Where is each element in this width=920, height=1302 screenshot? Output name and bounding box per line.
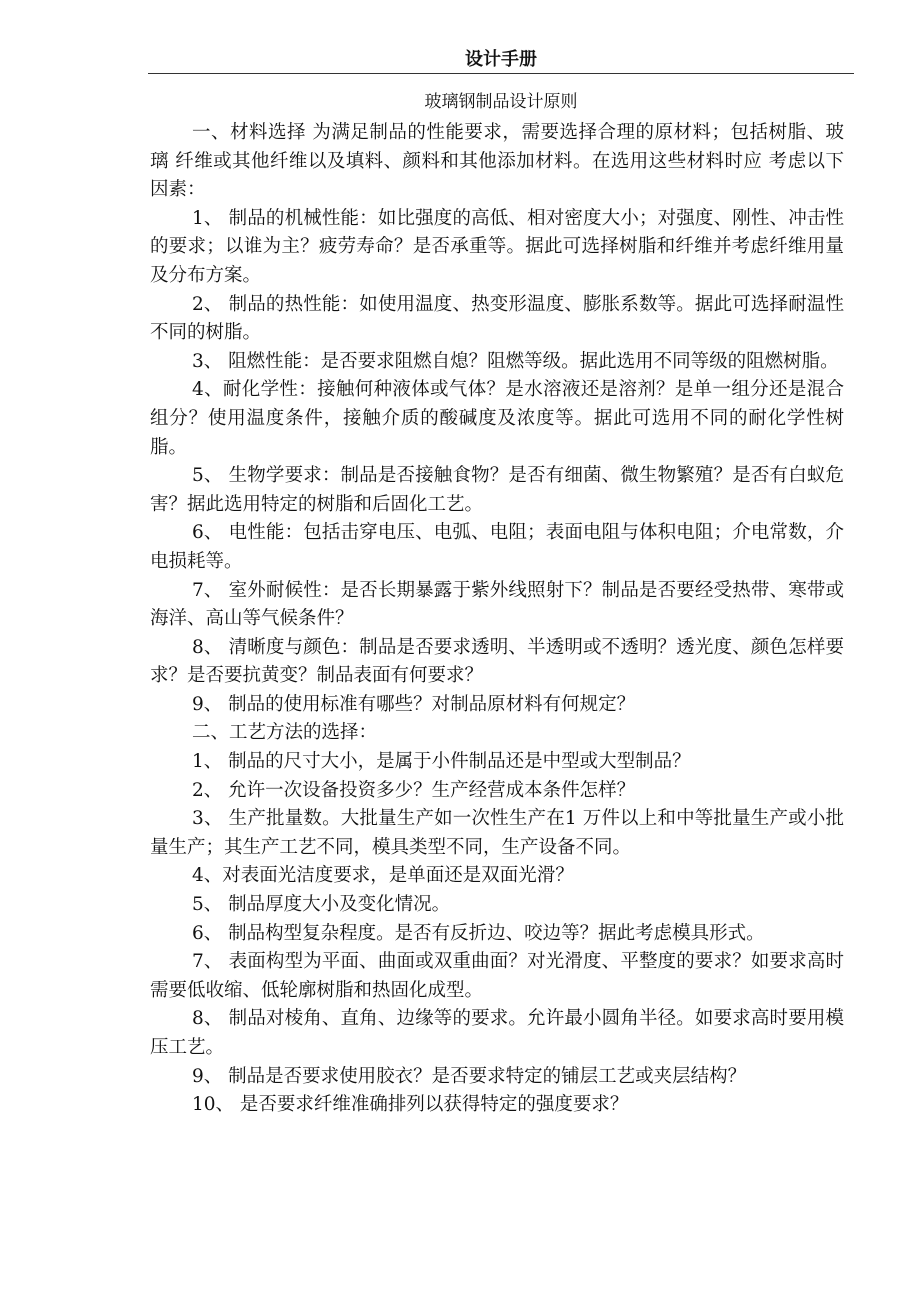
page-header-title: 设计手册 — [465, 49, 537, 70]
paragraph-item: 6、 制品构型复杂程度。是否有反折边、咬边等？据此考虑模具形式。 — [192, 922, 765, 944]
paragraph-item: 9、 制品的使用标准有哪些？对制品原材料有何规定？ — [192, 693, 636, 715]
paragraph-item: 2、 允许一次设备投资多少？生产经营成本条件怎样？ — [192, 779, 636, 801]
paragraph-item: 5、 制品厚度大小及变化情况。 — [192, 894, 451, 916]
header-divider — [148, 73, 854, 74]
paragraph-item: 7、 室外耐候性：是否长期暴露于紫外线照射下？制品是否要经受热带、寒带或海洋、高山等气候条件？ — [150, 579, 844, 630]
paragraph-item: 10、 是否要求纤维准确排列以获得特定的强度要求？ — [192, 1094, 629, 1116]
paragraph-item: 7、 表面构型为平面、曲面或双重曲面？对光滑度、平整度的要求？如要求高时需要低收缩、低轮廓树脂和热固化成型。 — [150, 951, 844, 1001]
section-heading-process: 二、工艺方法的选择： — [192, 722, 378, 744]
paragraph-item: 1、 制品的机械性能：如比强度的高低、相对密度大小；对强度、刚性、冲击性的要求；以谁为主？疲劳寿命？是否承重等。据此可选择树脂和纤维并考虑纤维用量及分布方案。 — [150, 207, 844, 286]
document-title: 玻璃钢制品设计原则 — [424, 92, 578, 112]
paragraph-item: 6、 电性能：包括击穿电压、电弧、电阻；表面电阻与体积电阻；介电常数，介电损耗等。 — [150, 522, 844, 572]
paragraph-material-intro: 一、材料选择 为满足制品的性能要求，需要选择合理的原材料；包括树脂、玻璃 纤维或其他纤维以及填料、颜料和其他添加材料。在选用这些材料时应 考虑以下因素： — [150, 122, 844, 201]
paragraph-item: 9、 制品是否要求使用胶衣？是否要求特定的铺层工艺或夹层结构？ — [192, 1065, 747, 1087]
paragraph-item: 8、 制品对棱角、直角、边缘等的要求。允许最小圆角半径。如要求高时要用模压工艺。 — [150, 1008, 844, 1058]
paragraph-item: 4、耐化学性：接触何种液体或气体？是水溶液还是溶剂？是单一组分还是混合组分？使用温度条件，接触介质的酸碱度及浓度等。据此可选用不同的耐化学性树脂。 — [150, 379, 844, 458]
paragraph-item: 4、对表面光洁度要求，是单面还是双面光滑？ — [192, 865, 574, 887]
paragraph-item: 8、 清晰度与颜色：制品是否要求透明、半透明或不透明？透光度、颜色怎样要求？是否要抗黄变？制品表面有何要求？ — [150, 636, 844, 687]
paragraph-item: 1、 制品的尺寸大小，是属于小件制品还是中型或大型制品？ — [192, 751, 691, 773]
paragraph-item: 2、 制品的热性能：如使用温度、热变形温度、膨胀系数等。据此可选择耐温性不同的树脂。 — [150, 293, 844, 344]
paragraph-item: 3、 阻燃性能：是否要求阻燃自熄？阻燃等级。据此选用不同等级的阻燃树脂。 — [192, 350, 839, 372]
document-body — [150, 119, 844, 1120]
paragraph-item: 3、 生产批量数。大批量生产如一次性生产在1 万件以上和中等批量生产或小批量生产；其生产工艺不同，模具类型不同，生产设备不同。 — [150, 808, 844, 858]
paragraph-item: 5、 生物学要求：制品是否接触食物？是否有细菌、微生物繁殖？是否有白蚁危害？据此选用特定的树脂和后固化工艺。 — [150, 465, 844, 515]
